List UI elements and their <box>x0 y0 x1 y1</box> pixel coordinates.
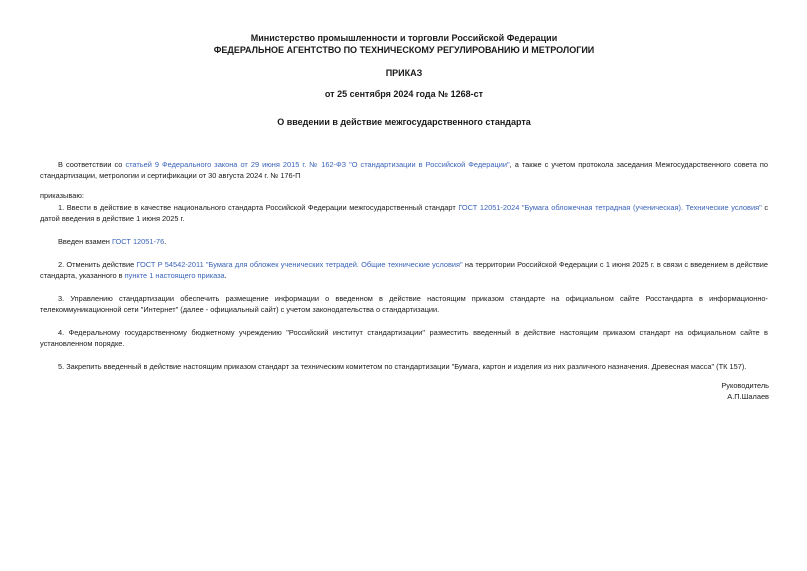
resolve-word: приказываю: <box>40 191 84 200</box>
item-2-paragraph: 2. Отменить действие ГОСТ Р 54542-2011 "Бумага для обложек ученических тетрадей. Общие технические условия" на территории Российской Федерации с 1 июня 2025 г. в связи с введением в действие стандарта, указанного в пункте 1 настоящего приказа. <box>40 260 769 280</box>
ministry-name: Министерство промышленности и торговли Российской Федерации <box>250 33 558 43</box>
item-3-paragraph: 3. Управлению стандартизации обеспечить размещение информации о введенном в действие настоящим приказом стандарте на официальном сайте Росстандарта в информационно-телекоммуникационной сети "Интернет" (далее - официальный сайт) с учетом законодательства о стандартизации. <box>40 294 768 314</box>
intro-paragraph: В соответствии со статьей 9 Федерального закона от 29 июня 2015 г. № 162-ФЗ "О стандартизации в Российской Федерации", а также с учетом протокола заседания Межгосударственного совета по стандартизации, метрологии и сертификации от 30 августа 2024 г. № 176-П <box>40 160 768 180</box>
gost-12051-76-link[interactable]: ГОСТ 12051-76 <box>111 237 165 246</box>
item-1-paragraph: 1. Ввести в действие в качестве национального стандарта Российской Федерации межгосударственный стандарт ГОСТ 12051-2024 "Бумага обложечная тетрадная (ученическая). Технические условия" с датой введения в действие 1 июня 2025 г. <box>40 203 769 223</box>
agency-name: ФЕДЕРАЛЬНОЕ АГЕНТСТВО ПО ТЕХНИЧЕСКОМУ РЕГУЛИРОВАНИЮ И МЕТРОЛОГИИ <box>213 44 595 55</box>
signature-block <box>721 380 769 402</box>
item-5-paragraph: 5. Закрепить введенный в действие настоящим приказом стандарт за техническим комитетом по стандартизации "Бумага, картон и изделия из них различного назначения. Древесная масса" (ТК 157). <box>58 362 747 371</box>
order-subject: О введении в действие межгосударственного стандарта <box>277 117 531 127</box>
order-date-number: от 25 сентября 2024 года № 1268-ст <box>324 89 484 99</box>
gost-r-54542-2011-link[interactable]: ГОСТ Р 54542-2011 "Бумага для обложек ученических тетрадей. Общие технические условия" <box>136 260 463 269</box>
signatory-position: Руководитель <box>721 381 769 390</box>
replaced-paragraph: Введен взамен ГОСТ 12051-76. <box>58 237 167 246</box>
document-type: ПРИКАЗ <box>385 68 423 78</box>
order-item-1-link[interactable]: пункте 1 настоящего приказа <box>124 271 225 280</box>
document-page <box>40 0 768 372</box>
gost-12051-2024-link[interactable]: ГОСТ 12051-2024 "Бумага обложечная тетрадная (ученическая). Технические условия" <box>458 203 762 212</box>
signatory-name: А.П.Шалаев <box>727 392 769 401</box>
item-4-paragraph: 4. Федеральному государственному бюджетному учреждению "Российский институт стандартизации" разместить введенный в действие настоящим приказом стандарт на официальном сайте в установленном порядке. <box>40 328 768 348</box>
law-article-link[interactable]: статьей 9 Федерального закона от 29 июня 2015 г. № 162-ФЗ "О стандартизации в Российской Федерации" <box>125 160 510 169</box>
